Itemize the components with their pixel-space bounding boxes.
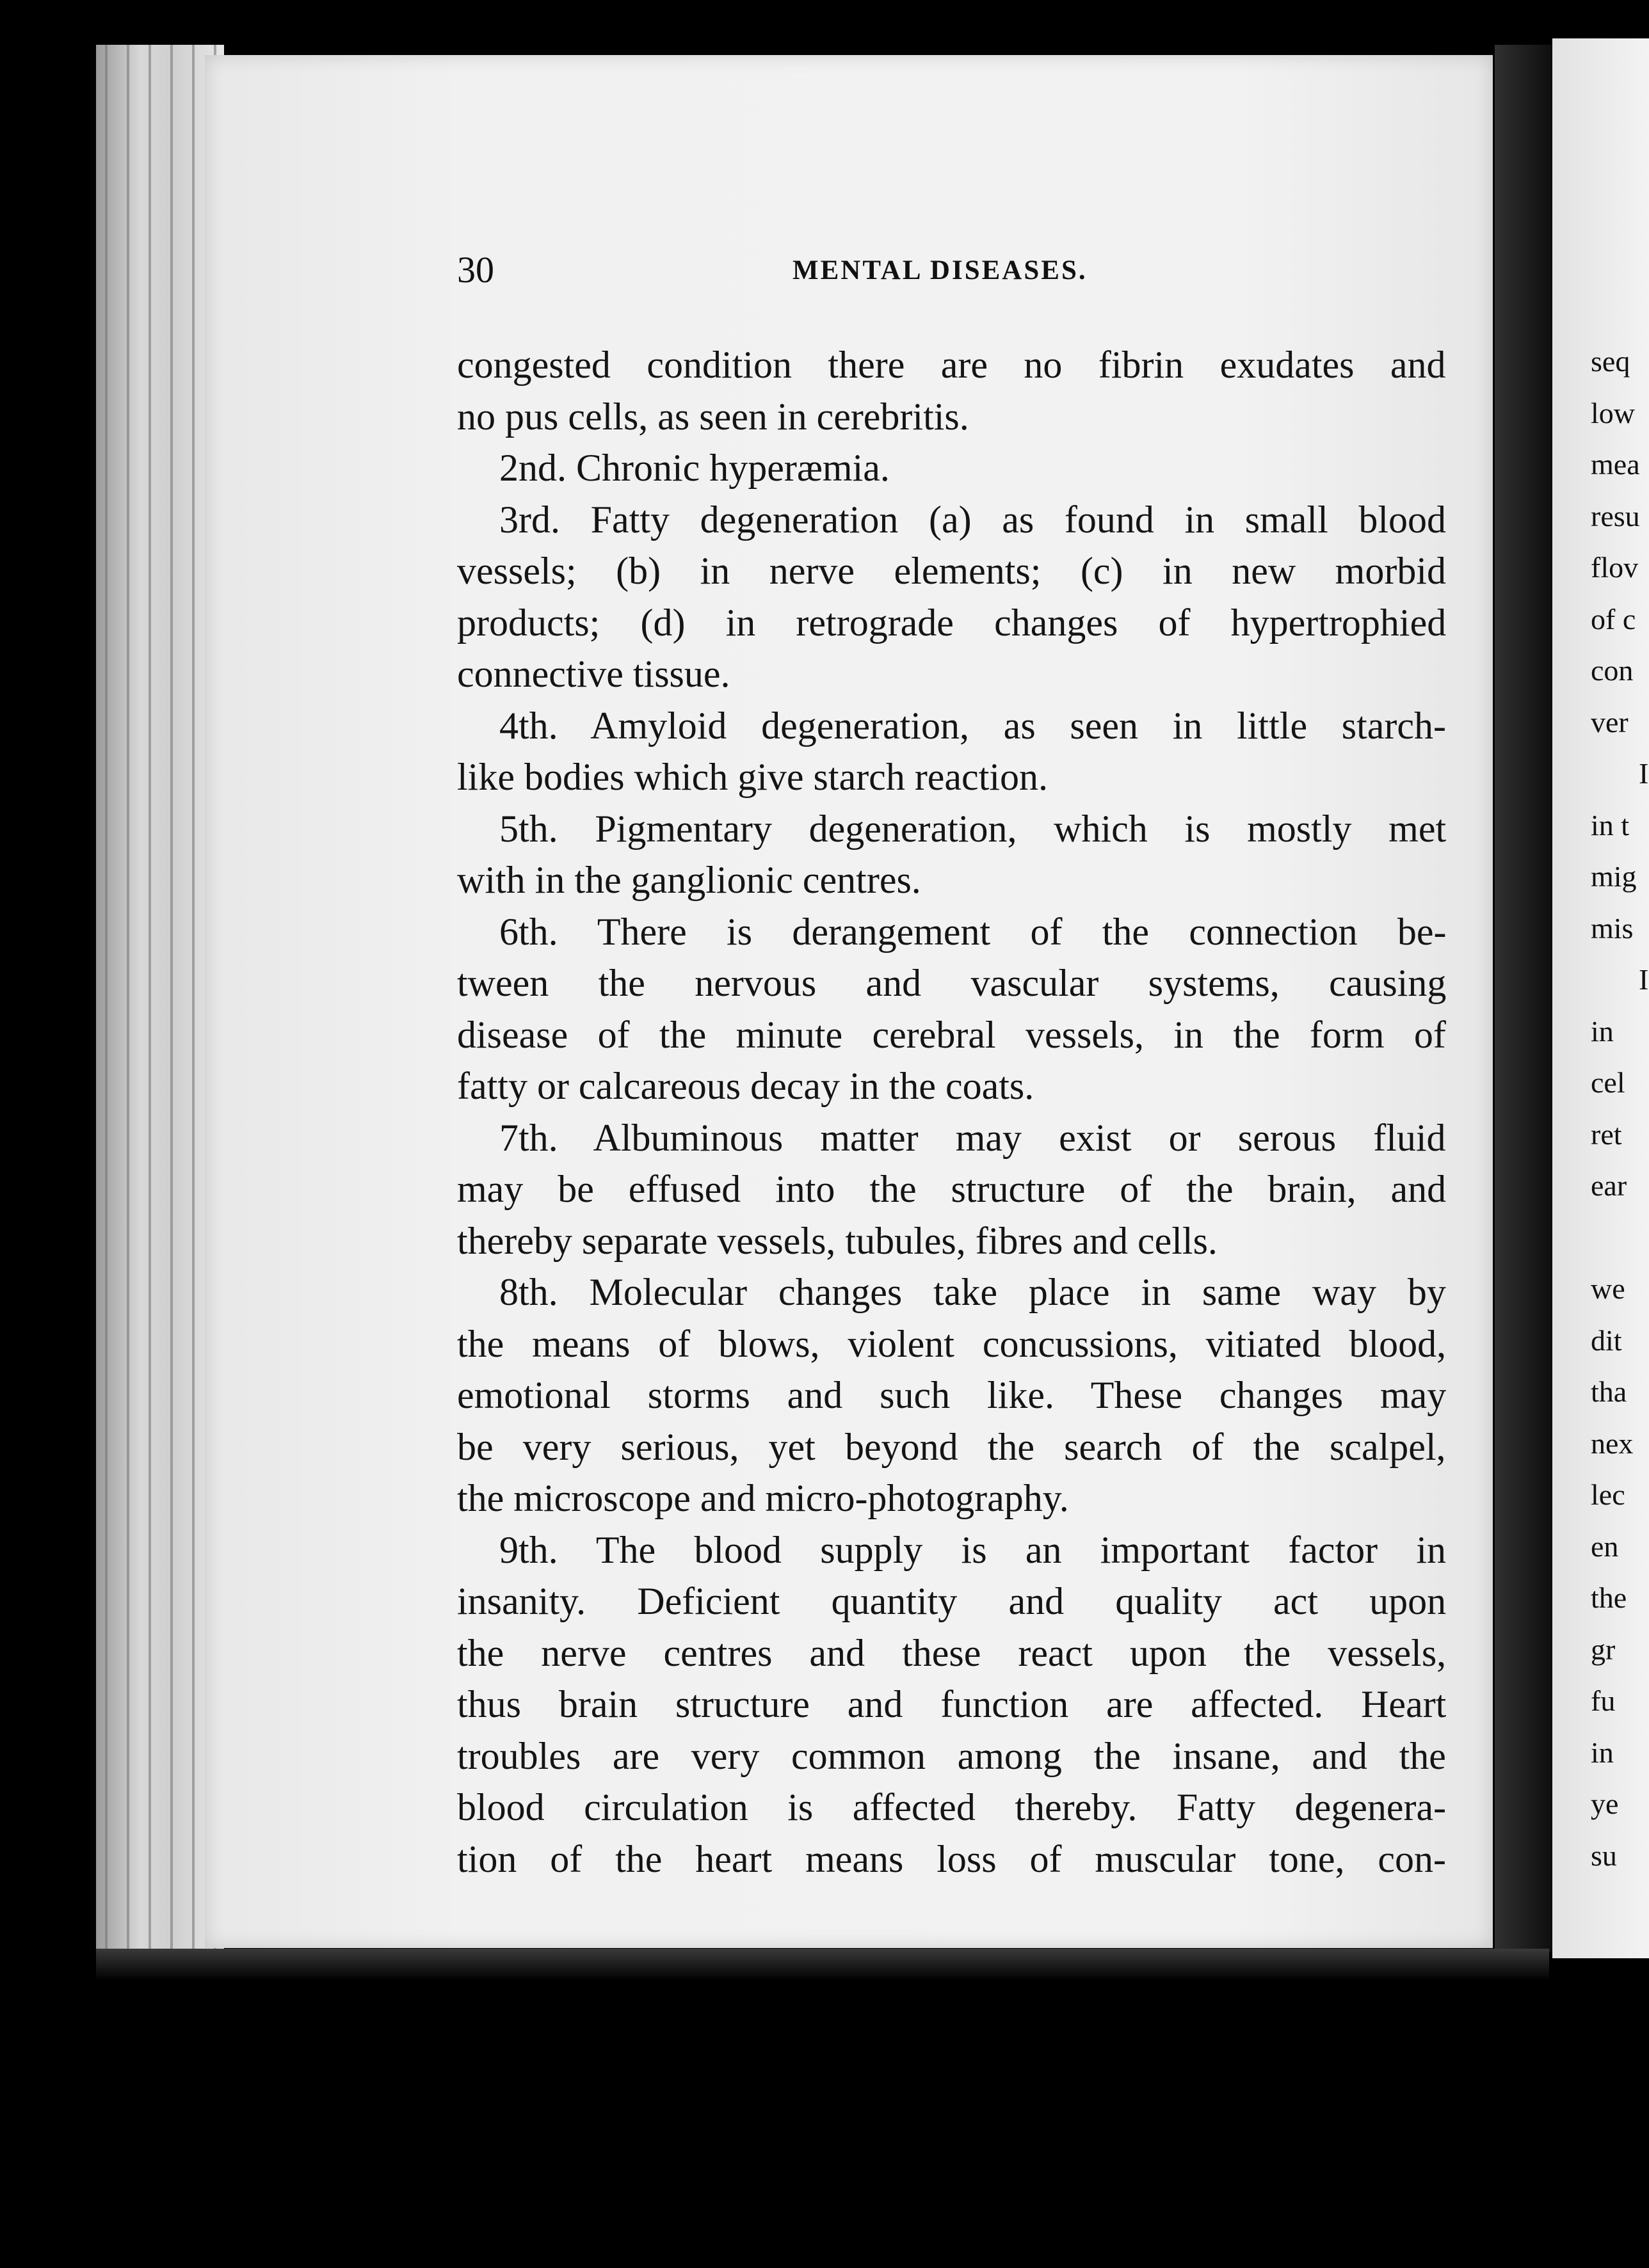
text-line: like bodies which give starch reaction. [457,756,1049,798]
text-line: 3rd. Fatty degeneration (a) as found in small blood [499,498,1447,541]
running-title: MENTAL DISEASES. [792,255,1088,285]
facing-page-fragment: in [1591,1014,1614,1048]
text-line: 5th. Pigmentary degeneration, which is mostly met [499,807,1447,850]
text-line: vessels; (b) in nerve elements; (c) in new morbid [457,550,1446,592]
text-line: tion of the heart means loss of muscular tone, con- [457,1837,1447,1880]
facing-page-fragment: ret [1591,1117,1622,1151]
text-line: congested condition there are no fibrin exudates and [457,344,1446,386]
text-line: 6th. There is derangement of the connection be- [499,910,1447,953]
text-line: thereby separate vessels, tubules, fibres and cells. [457,1219,1218,1262]
text-line: 7th. Albuminous matter may exist or serous fluid [499,1116,1446,1159]
facing-page-fragment: ver [1591,705,1629,739]
facing-page-fragment: in t [1591,808,1630,842]
facing-page-fragment: resu [1591,499,1640,532]
text-line: insanity. Deficient quantity and quality act upon [457,1580,1447,1622]
facing-page-fragment: flov [1591,551,1639,584]
facing-page-fragment: nex [1591,1426,1634,1460]
text-line: troubles are very common among the insane, and the [457,1734,1446,1777]
text-line: the nerve centres and these react upon the vessels, [457,1631,1447,1674]
facing-page [1552,38,1649,1958]
text-line: emotional storms and such like. These changes may [457,1374,1447,1416]
facing-page-fragment: con [1591,654,1634,687]
facing-page-fragment: mis [1591,911,1634,945]
text-line: blood circulation is affected thereby. Fatty degenera- [457,1786,1447,1828]
facing-page-fragment: su [1591,1839,1617,1872]
facing-page-fragment: en [1591,1529,1619,1563]
facing-page-fragment: mea [1591,448,1640,481]
text-line: disease of the minute cerebral vessels, in the form of [457,1013,1446,1056]
page-number: 30 [457,249,494,291]
facing-page-fragment: in [1591,1736,1614,1769]
page-header [457,248,1444,293]
text-line: connective tissue. [457,653,730,695]
text-line: be very serious, yet beyond the search of the scalpel, [457,1425,1446,1468]
facing-page-fragment: I [1639,757,1649,790]
text-line: with in the ganglionic centres. [457,859,921,901]
facing-page-fragment: I [1639,963,1649,996]
book-gutter [1495,45,1552,1952]
facing-page-fragment: ye [1591,1787,1619,1820]
text-line: 9th. The blood supply is an important factor in [499,1528,1447,1571]
text-line: may be effused into the structure of the brain, and [457,1168,1447,1210]
text-line: 2nd. Chronic hyperæmia. [499,447,890,489]
text-line: the means of blows, violent concussions, vitiated blood, [457,1322,1447,1365]
facing-page-fragment: fu [1591,1684,1616,1717]
text-line: fatty or calcareous decay in the coats. [457,1065,1034,1107]
text-line: thus brain structure and function are affected. Heart [457,1683,1447,1725]
text-line: 8th. Molecular changes take place in same way by [499,1271,1446,1313]
facing-page-fragment: dit [1591,1323,1622,1357]
facing-page-fragment: seq [1591,345,1630,378]
facing-page-fragment: low [1591,396,1635,429]
text-line: no pus cells, as seen in cerebritis. [457,395,969,438]
facing-page-fragment: we [1591,1272,1625,1305]
facing-page-fragment: tha [1591,1375,1627,1408]
facing-page-fragment: cel [1591,1066,1625,1099]
facing-page-fragment: ear [1591,1169,1627,1202]
facing-page-fragment: mig [1591,860,1637,893]
text-line: 4th. Amyloid degeneration, as seen in little starch- [499,704,1447,747]
text-line: products; (d) in retrograde changes of hypertrophied [457,601,1447,644]
text-line: the microscope and micro-photography. [457,1477,1069,1519]
facing-page-fragment: the [1591,1581,1627,1614]
facing-page-fragment: lec [1591,1478,1625,1511]
facing-page-fragment: of c [1591,602,1636,635]
bottom-shadow [96,1949,1549,1981]
facing-page-fragment: gr [1591,1633,1616,1666]
text-line: tween the nervous and vascular systems, causing [457,962,1447,1004]
